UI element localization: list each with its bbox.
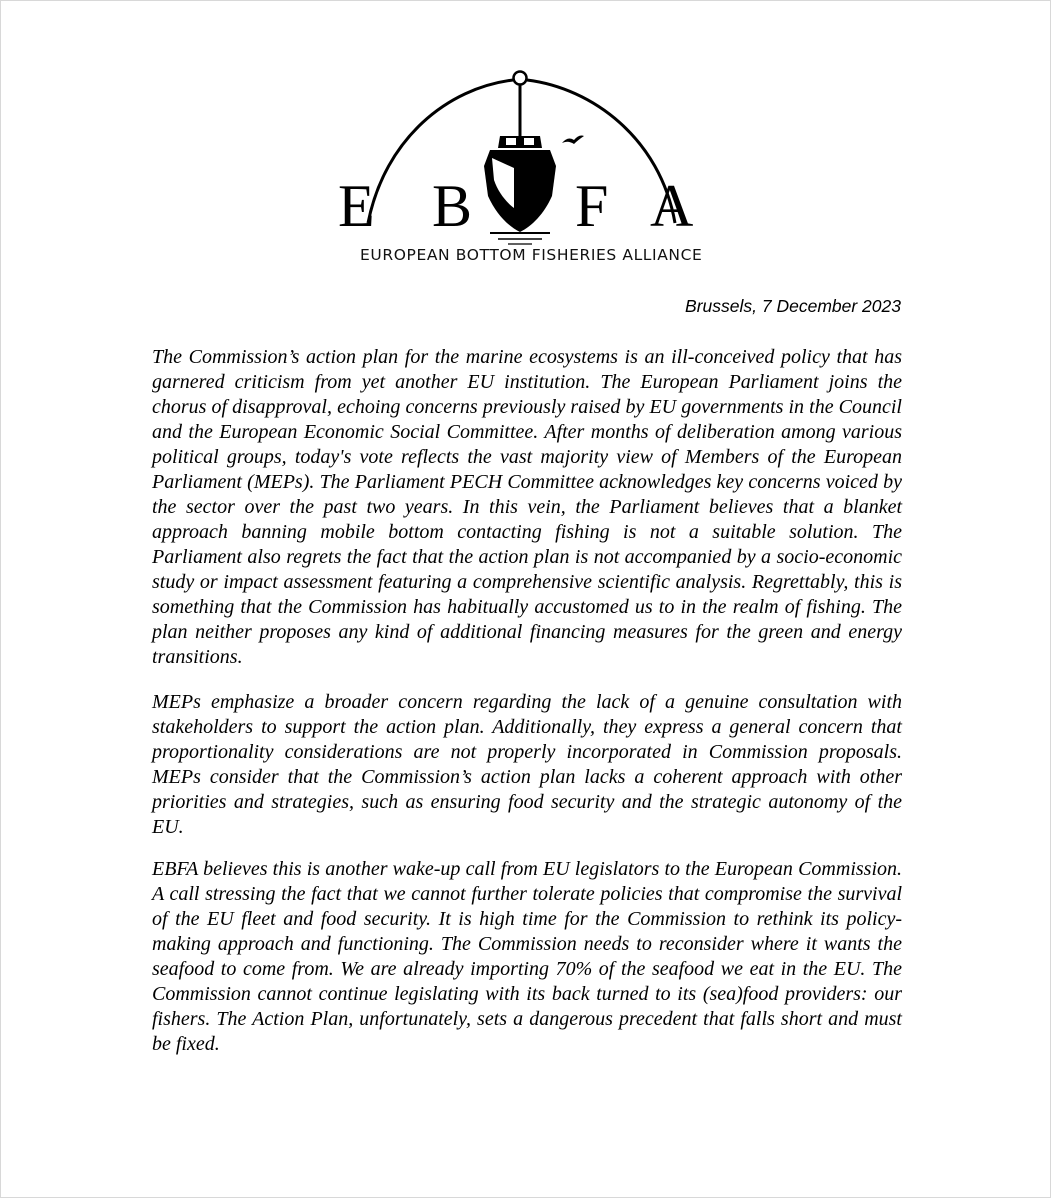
ship-arc-icon	[330, 68, 730, 273]
logo-letter-a: A	[650, 173, 694, 239]
logo-letter-e: E	[338, 173, 375, 239]
paragraph-3: EBFA believes this is another wake-up call from EU legislators to the European Commission. A call stressing the fact that we cannot further tolerate policies that compromise the survival of the EU fleet and food security. It is high time for the Commission to rethink its policy-making approach and functioning. The Commission needs to reconsider where it wants the seafood to come from. We are already importing 70% of the seafood we eat in the EU. The Commission cannot continue legislating with its back turned to its (sea)food providers: our fishers. The Action Plan, unfortunately, sets a dangerous precedent that falls short and must be fixed.	[152, 858, 902, 1055]
ebfa-logo	[330, 68, 730, 273]
paragraph-1: The Commission’s action plan for the marine ecosystems is an ill-conceived policy that has garnered criticism from yet another EU institution. The European Parliament joins the chorus of disapproval, echoing concerns previously raised by EU governments in the Council and the European Economic Social Committee. After months of deliberation among various political groups, today's vote reflects the vast majority view of Members of the European Parliament (MEPs). The Parliament PECH Committee acknowledges key concerns voiced by the sector over the past two years. In this vein, the Parliament believes that a blanket approach banning mobile bottom contacting fishing is not a suitable solution. The Parliament also regrets the fact that the action plan is not accompanied by a socio-economic study or impact assessment featuring a comprehensive scientific analysis. Regrettably, this is something that the Commission has habitually accustomed us to in the realm of fishing. The plan neither proposes any kind of additional financing measures for the green and energy transitions.	[152, 346, 902, 668]
paragraph-2: MEPs emphasize a broader concern regarding the lack of a genuine consultation with stakeholders to support the action plan. Additionally, they express a general concern that proportionality considerations are not properly incorporated in Commission proposals. MEPs consider that the Commission’s action plan lacks a coherent approach with other priorities and strategies, such as ensuring food security and the strategic autonomy of the EU.	[152, 691, 902, 838]
logo-subtitle: EUROPEAN BOTTOM FISHERIES ALLIANCE	[360, 246, 703, 264]
dateline: Brussels, 7 December 2023	[685, 296, 901, 316]
logo-letter-b: B	[432, 173, 473, 239]
logo-letter-f: F	[575, 173, 609, 239]
